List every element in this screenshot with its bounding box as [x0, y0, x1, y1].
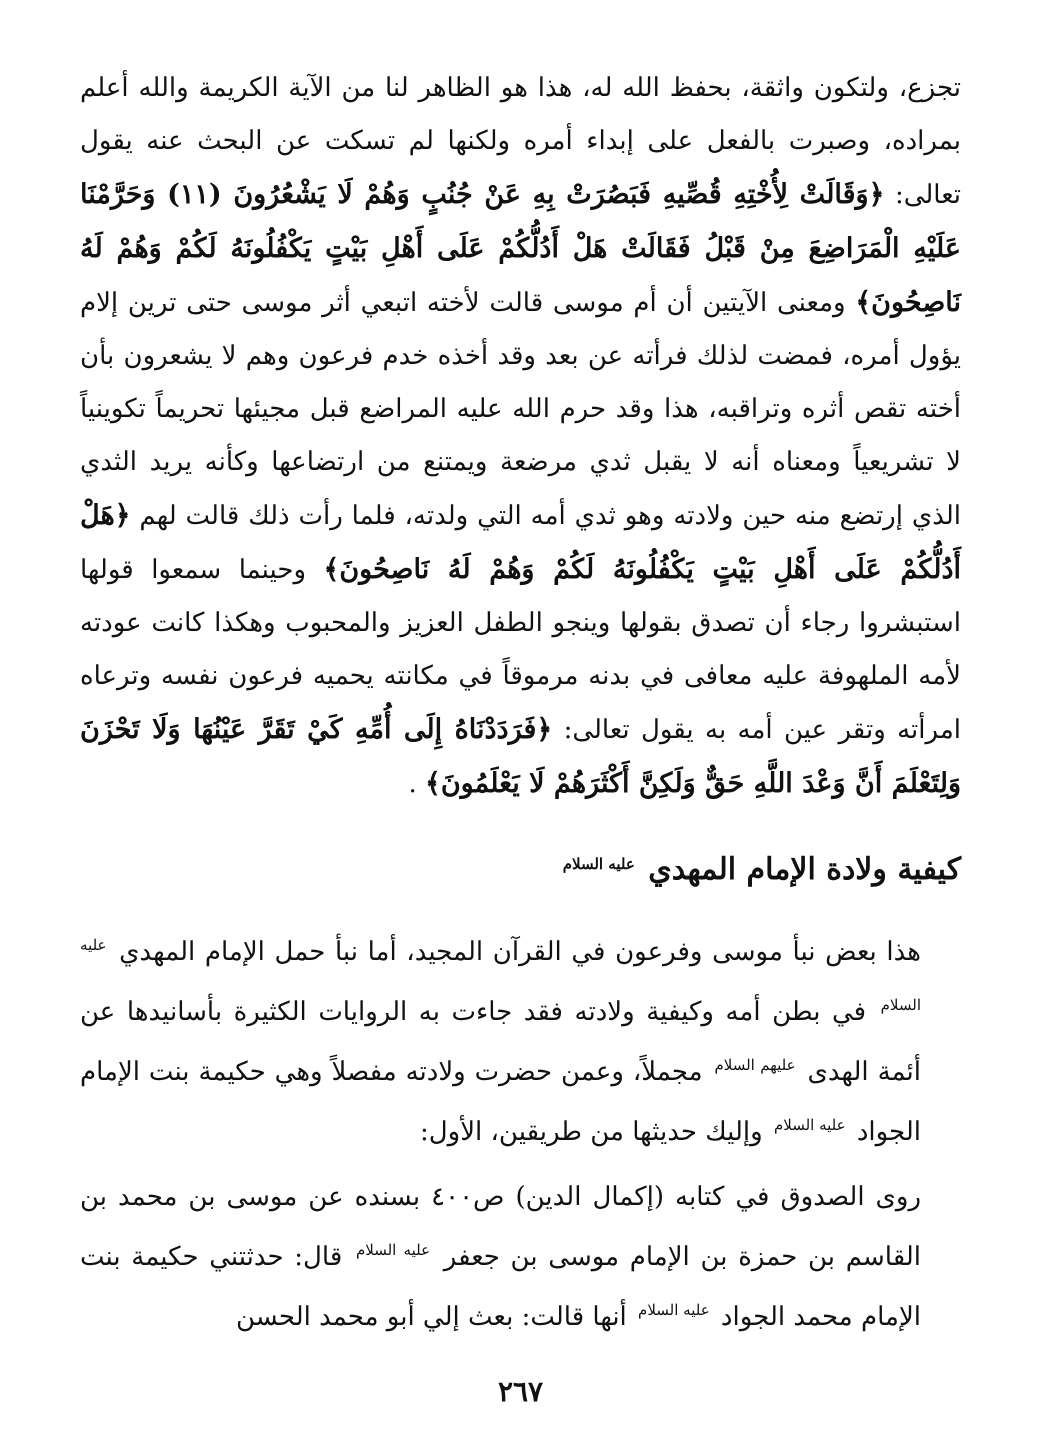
paragraph-intro-text: تجزع، ولتكون واثقة، بحفظ الله له، هذا هو الظاهر لنا من الآية الكريمة والله أعلم بمراده، وصبرت بالفعل على إبداء أمره ولكنها لم تسكت عن البحث عنه يقول تعالى:: [80, 73, 962, 210]
honorific-glyph: عليه السلام: [80, 936, 921, 1014]
honorific-glyph: عليه السلام: [773, 1116, 846, 1134]
paragraph-text: مجملاً، وعمن حضرت ولادته مفصلاً وهي حكيمة بنت الإمام الجواد: [80, 1057, 921, 1147]
paragraph-text: أنها قالت: بعث إلي أبو محمد الحسن: [235, 1302, 627, 1332]
honorific-glyph: عليه السلام: [638, 1301, 710, 1319]
paragraph-mahdi-birth-intro: [80, 919, 961, 1159]
quran-verse-qasas-12-excerpt: ﴿هَلْ أَدُلُّكُمْ عَلَى أَهْلِ بَيْتٍ يَكْفُلُونَهُ لَكُمْ وَهُمْ لَهُ نَاصِحُونَ﴾: [80, 500, 961, 585]
quran-verse-qasas-13: ﴿فَرَدَدْنَاهُ إِلَى أُمِّهِ كَيْ تَقَرَّ عَيْنُهَا وَلَا تَحْزَنَ وَلِتَعْلَمَ أَنَّ وَعْدَ اللَّهِ حَقٌّ وَلَكِنَّ أَكْثَرَهُمْ لَا يَعْلَمُونَ﴾: [80, 714, 961, 799]
honorific-glyph: عليه السلام: [562, 855, 635, 873]
section-heading: [80, 839, 961, 895]
paragraph-text: وإليك حديثها من طريقين، الأول:: [420, 1117, 763, 1147]
paragraph-text: في بطن أمه وكيفية ولادته فقد جاءت به الروايات الكثيرة بأسانيدها عن أئمة الهدى: [80, 997, 922, 1087]
honorific-glyph: عليه السلام: [355, 1241, 431, 1259]
paragraph-text: قال: حدثتني حكيمة بنت الإمام محمد الجواد: [80, 1242, 921, 1332]
paragraph-middle-text: ومعنى الآيتين أن أم موسى قالت لأخته اتبعي أثر موسى حتى ترين إلام يؤول أمره، فمضت لذلك فرأته عن بعد وقد أخذه خدم فرعون وهم لا يشعرون بأن أخته تقص أثره وتراقبه، هذا وقد حرم الله عليه المراضع قبل مجيئها تحريماً تكوينياً لا تشريعياً ومعناه أنه لا يقبل ثدي مرضعة ويمتنع من ارتضاعها وكأنه يريد الثدي الذي إرتضع منه حين ولادته وهو ثدي أمه التي ولدته، فلما رأت ذلك قالت لهم: [80, 288, 961, 531]
paragraph-text: روى الصدوق في كتابه (إكمال الدين) ص٤٠٠ بسنده عن موسى بن محمد بن القاسم بن حمزة بن الإمام موسى بن جعفر: [80, 1182, 922, 1272]
paragraph-end-mark: .: [408, 769, 417, 799]
paragraph-after-text: وحينما سمعوا قولها استبشروا رجاء أن تصدق بقولها وينجو الطفل العزيز والمحبوب وهكذا كانت عودته لأمه الملهوفة عليه معافى في بدنه مرموقاً في مكانته يحميه فرعون نفسه وترعاه امرأته وتقر عين أمه به يقول تعالى:: [80, 555, 961, 745]
quran-verse-qasas-11-12: ﴿وَقَالَتْ لِأُخْتِهِ قُصِّيهِ فَبَصُرَتْ بِهِ عَنْ جُنُبٍ وَهُمْ لَا يَشْعُرُونَ (١١) وَحَرَّمْنَا عَلَيْهِ الْمَرَاضِعَ مِنْ قَبْلُ فَقَالَتْ هَلْ أَدُلُّكُمْ عَلَى أَهْلِ بَيْتٍ يَكْفُلُونَهُ لَكُمْ وَهُمْ لَهُ نَاصِحُونَ﴾: [80, 179, 962, 318]
paragraph-moses-story: [80, 62, 961, 811]
paragraph-narration: [80, 1171, 961, 1344]
paragraph-text: هذا بعض نبأ موسى وفرعون في القرآن المجيد، أما نبأ حمل الإمام المهدي: [119, 937, 922, 967]
page-number: ٢٦٧: [497, 1375, 544, 1408]
book-page: [80, 62, 961, 1450]
section-heading-title: كيفية ولادة الإمام المهدي: [648, 852, 961, 887]
honorific-glyph: عليهم السلام: [714, 1056, 796, 1074]
